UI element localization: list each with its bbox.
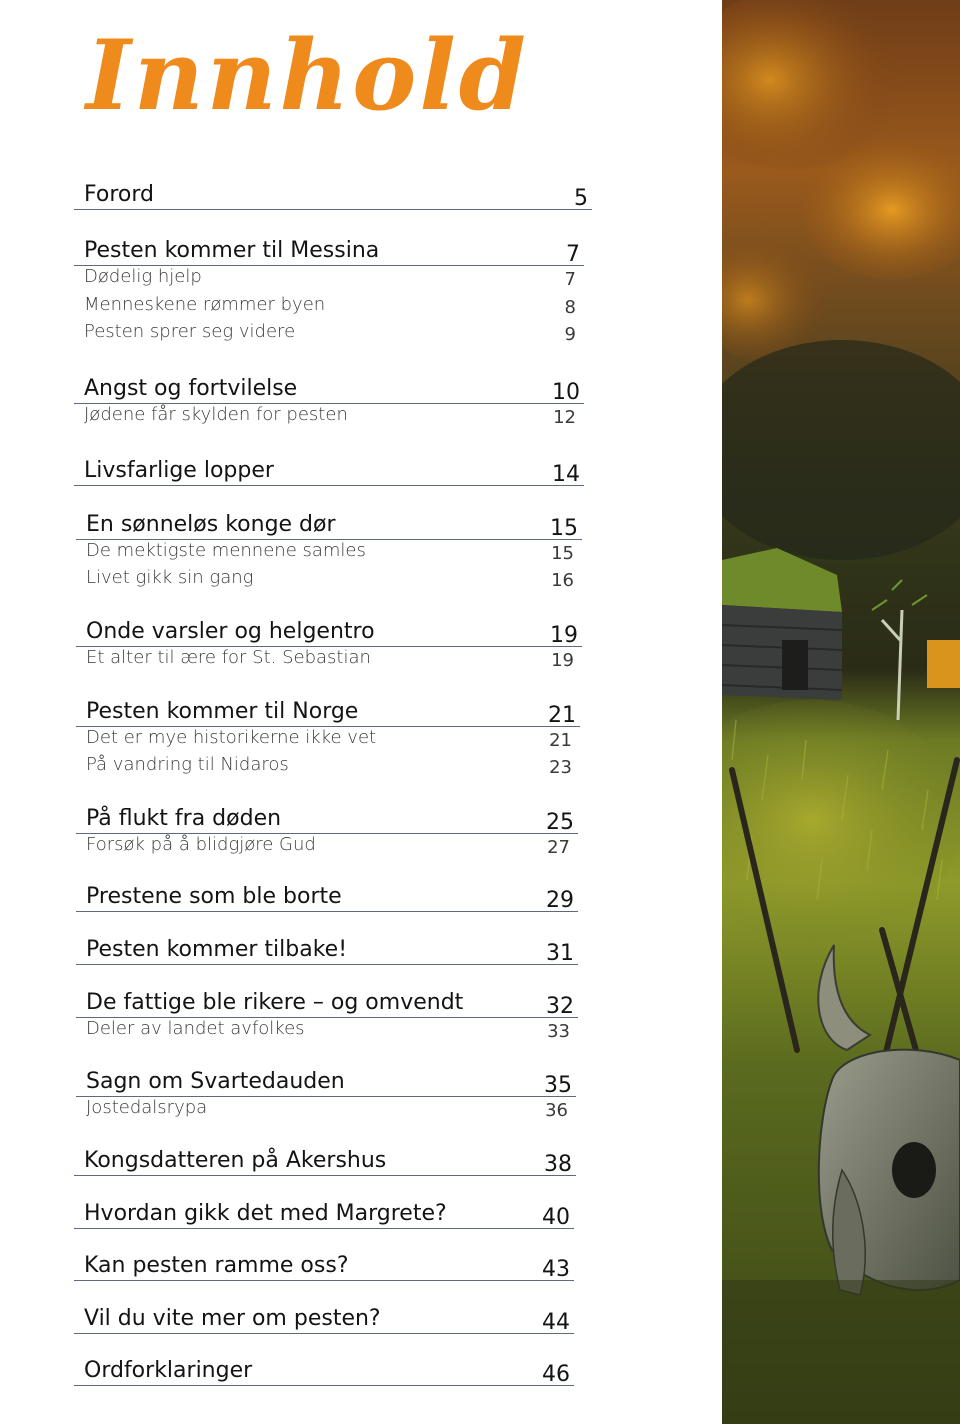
chapter-row[interactable] [74,1247,574,1281]
subsection-row[interactable] [74,404,584,431]
subsection-title: Jostedalsrypa [86,1097,208,1118]
chapter-row[interactable] [76,984,578,1018]
chapter-page-number: 35 [544,1073,572,1098]
chapter-title: Prestene som ble borte [86,884,342,909]
chapter-row[interactable] [76,800,578,834]
subsection-row[interactable] [76,540,582,567]
subsection-page-number: 9 [564,324,576,345]
chapter-page-number: 38 [544,1152,572,1177]
chapter-rule [76,911,578,912]
chapter-row[interactable] [76,1063,576,1097]
chapter-row[interactable] [76,878,578,912]
subsection-title: Forsøk på å blidgjøre Gud [86,834,316,855]
chapter-title: Onde varsler og helgentro [86,619,375,644]
chapter-title: Pesten kommer tilbake! [86,937,348,962]
chapter-row[interactable] [76,506,582,540]
page-title: Innhold [86,19,529,132]
chapter-rule [74,1385,574,1386]
chapter-page-number: 25 [546,810,574,835]
subsection-row[interactable] [76,727,580,754]
chapter-page-number: 14 [552,462,580,487]
subsection-page-number: 33 [547,1021,570,1042]
chapter-title: Vil du vite mer om pesten? [84,1306,381,1331]
chapter-row[interactable] [74,370,584,404]
chapter-page-number: 15 [550,516,578,541]
subsection-page-number: 16 [551,570,574,591]
subsection-page-number: 15 [551,543,574,564]
subsection-row[interactable] [76,1097,576,1124]
chapter-row[interactable] [74,1300,574,1334]
chapter-row[interactable] [76,693,580,727]
chapter-row[interactable] [74,1195,574,1229]
subsection-row[interactable] [74,294,584,321]
chapter-rule [74,485,584,486]
chapter-row[interactable] [76,613,582,647]
subsection-page-number: 12 [553,407,576,428]
chapter-title: En sønneløs konge dør [86,512,336,537]
subsection-page-number: 21 [549,730,572,751]
chapter-rule [74,1333,574,1334]
chapter-title: Pesten kommer til Messina [84,238,380,263]
subsection-row[interactable] [76,834,578,861]
chapter-rule [76,964,578,965]
chapter-page-number: 21 [548,703,576,728]
chapter-row[interactable] [74,176,592,210]
subsection-title: Deler av landet avfolkes [86,1018,305,1039]
subsection-title: Livet gikk sin gang [86,567,254,588]
chapter-rule [74,209,592,210]
chapter-row[interactable] [74,232,584,266]
chapter-page-number: 44 [542,1310,570,1335]
chapter-title: Forord [84,182,154,207]
subsection-title: De mektigste mennene samles [86,540,366,561]
chapter-title: Hvordan gikk det med Margrete? [84,1201,447,1226]
subsection-row[interactable] [76,647,582,674]
chapter-page-number: 46 [542,1362,570,1387]
chapter-title: Kongsdatteren på Akershus [84,1148,387,1173]
dark-forest [722,340,960,560]
painting-shadow [722,1280,960,1424]
subsection-page-number: 8 [564,297,576,318]
subsection-row[interactable] [76,567,582,594]
chapter-title: Sagn om Svartedauden [86,1069,345,1094]
chapter-rule [74,1280,574,1281]
subsection-row[interactable] [76,754,580,781]
subsection-title: Jødene får skylden for pesten [84,404,348,425]
subsection-page-number: 36 [545,1100,568,1121]
chapter-rule [74,1175,576,1176]
subsection-row[interactable] [76,1018,578,1045]
chapter-title: Angst og fortvilelse [84,376,298,401]
chapter-title: Kan pesten ramme oss? [84,1253,349,1278]
chapter-page-number: 10 [552,380,580,405]
subsection-row[interactable] [74,321,584,348]
chapter-row[interactable] [76,931,578,965]
subsection-page-number: 27 [547,837,570,858]
chapter-row[interactable] [74,1142,576,1176]
chapter-rule [74,1228,574,1229]
chapter-page-number: 7 [566,242,580,267]
chapter-page-number: 19 [550,623,578,648]
chapter-page-number: 43 [542,1257,570,1282]
subsection-title: Et alter til ære for St. Sebastian [86,647,371,668]
subsection-page-number: 23 [549,757,572,778]
chapter-title: På flukt fra døden [86,806,282,831]
chapter-row[interactable] [74,452,584,486]
landscape-painting [722,0,960,1424]
subsection-page-number: 19 [551,650,574,671]
chapter-title: Livsfarlige lopper [84,458,274,483]
chapter-title: De fattige ble rikere – og omvendt [86,990,464,1015]
chapter-title: Ordforklaringer [84,1358,253,1383]
subsection-row[interactable] [74,266,584,293]
chapter-page-number: 5 [574,186,588,211]
chapter-title: Pesten kommer til Norge [86,699,359,724]
chapter-row[interactable] [74,1352,574,1386]
subsection-title: På vandring til Nidaros [86,754,289,775]
chapter-page-number: 29 [546,888,574,913]
subsection-title: Det er mye historikerne ikke vet [86,727,377,748]
chapter-page-number: 32 [546,994,574,1019]
chapter-page-number: 40 [542,1205,570,1230]
chapter-page-number: 31 [546,941,574,966]
subsection-page-number: 7 [564,269,576,290]
subsection-title: Pesten sprer seg videre [84,321,296,342]
subsection-title: Menneskene rømmer byen [84,294,326,315]
subsection-title: Dødelig hjelp [84,266,202,287]
